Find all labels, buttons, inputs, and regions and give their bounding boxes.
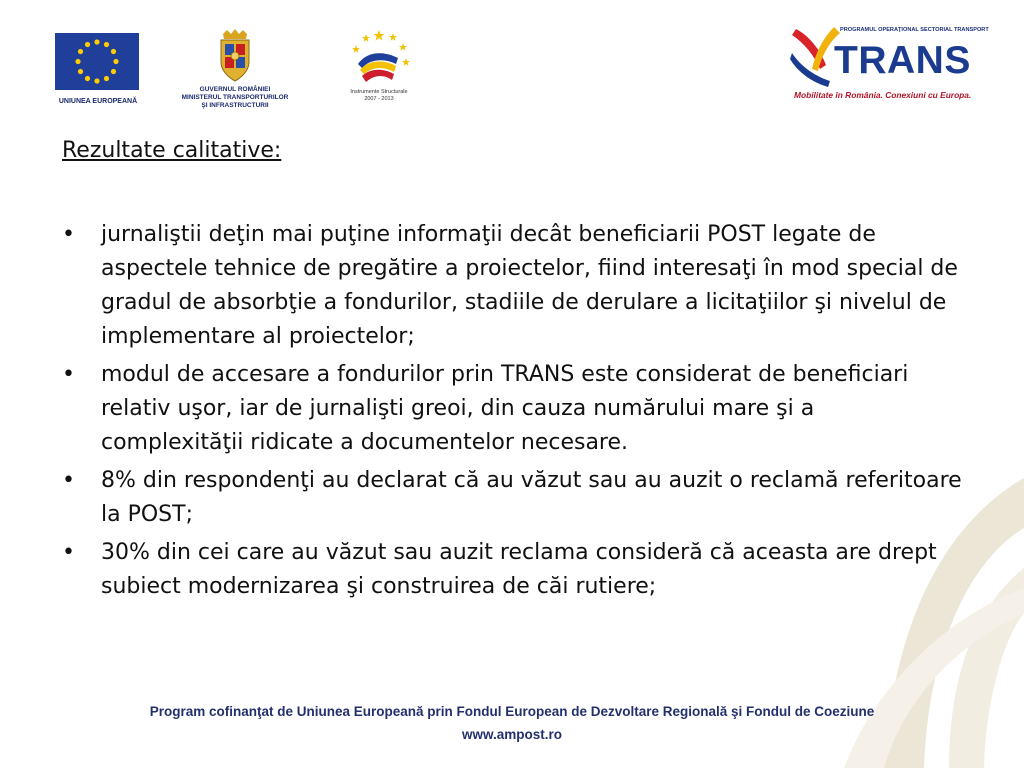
- results-bullet-list: [62, 218, 962, 608]
- bullet-marker: •: [62, 222, 75, 247]
- bullet-marker: •: [62, 362, 75, 387]
- list-item-text: 30% din cei care au văzut sau auzit reclama consideră că aceasta are drept subiect modernizarea şi construirea de căi rutiere;: [101, 540, 937, 599]
- list-item-text: 8% din respondenţi au declarat că au văzut sau au auzit o reclamă referitoare la POST;: [101, 468, 962, 527]
- structural-instruments-caption: [343, 89, 415, 103]
- list-item-text: modul de accesare a fondurilor prin TRANS este considerat de beneficiari relativ uşor, iar de jurnalişti greoi, din cauza numărului mare şi a complexităţii ridicate a documentelor necesare.: [101, 362, 909, 455]
- footer-website-link[interactable]: www.ampost.ro: [461, 727, 562, 742]
- trans-program-title: PROGRAMUL OPERAŢIONAL SECTORIAL TRANSPORT: [840, 27, 989, 33]
- bullet-marker: •: [62, 540, 75, 565]
- footer: [0, 704, 1024, 742]
- structural-instruments-icon: [346, 28, 412, 88]
- list-item-text: jurnaliştii deţin mai puţine informaţii decât beneficiarii POST legate de aspectele tehnice de pregătire a proiectelor, fiind interesaţi în mod special de gradul de absorbţie a fondurilor, stadiile de derulare a licitaţiilor şi nivelul de implementare al proiectelor;: [101, 222, 958, 349]
- footer-cofinancing-text: Program cofinanţat de Uniunea Europeană prin Fondul European de Dezvoltare Regională şi Fondul de Coeziune: [149, 704, 875, 719]
- trans-program-logo: [790, 25, 989, 105]
- structural-instruments-caption-line: Instrumente Structurale: [350, 89, 408, 95]
- trans-tagline: Mobilitate în România. Conexiuni cu Europa.: [794, 90, 972, 100]
- list-item: [62, 358, 962, 460]
- list-item: [62, 536, 962, 604]
- coat-of-arms-icon: [213, 28, 257, 84]
- government-caption-line: GUVERNUL ROMÂNIEI: [199, 86, 271, 93]
- government-logo: [172, 28, 298, 110]
- government-caption-line: MINISTERUL TRANSPORTURILOR: [181, 94, 289, 101]
- structural-instruments-caption-line: 2007 - 2013: [364, 96, 394, 102]
- bullet-marker: •: [62, 468, 75, 493]
- eu-logo: [55, 33, 141, 105]
- list-item: [62, 218, 962, 354]
- section-heading: Rezultate calitative:: [62, 138, 282, 163]
- trans-wordmark: TRANS: [834, 39, 971, 82]
- list-item: [62, 464, 962, 532]
- government-caption-line: ŞI INFRASTRUCTURII: [201, 102, 269, 109]
- government-caption: [172, 86, 298, 110]
- eu-caption: UNIUNEA EUROPEANĂ: [58, 98, 138, 105]
- eu-flag-icon: [55, 33, 139, 90]
- structural-instruments-logo: [343, 28, 415, 103]
